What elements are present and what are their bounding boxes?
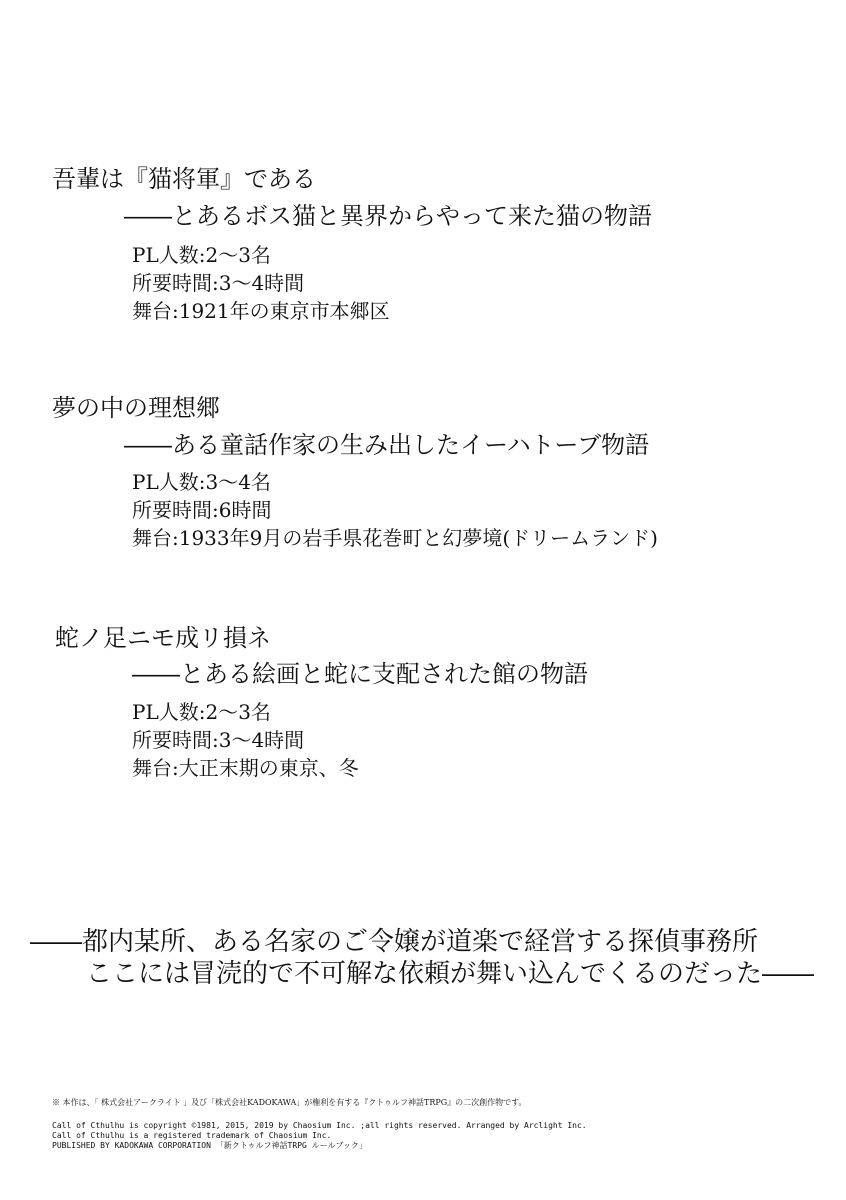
scenario-1-subtitle: ――とあるボス猫と異界からやって来た猫の物語 bbox=[124, 202, 652, 230]
scenario-3-subtitle: ――とある絵画と蛇に支配された館の物語 bbox=[132, 660, 588, 688]
scenario-2-title: 夢の中の理想郷 bbox=[52, 394, 220, 422]
scenario-1-duration: 所要時間:3～4時間 bbox=[132, 271, 305, 295]
scenario-3-title: 蛇ノ足ニモ成リ損ネ bbox=[55, 624, 271, 652]
copyright-line-3: PUBLISHED BY KADOKAWA CORPORATION 「新クトゥルフ神話TRPG ルールブック」 bbox=[52, 1141, 367, 1150]
scenario-3-players: PL人数:2～3名 bbox=[132, 700, 271, 724]
copyright-line-1: Call of Cthulhu is copyright ©1981, 2015, 2019 by Chaosium Inc. ;all rights reserved. Arranged by Arclight Inc. bbox=[52, 1121, 587, 1130]
scenario-2-duration: 所要時間:6時間 bbox=[132, 498, 272, 522]
closing-line-1: ――都内某所、ある名家のご令嬢が道楽で経営する探偵事務所 bbox=[30, 927, 759, 957]
footer-note: ※ 本作は、「 株式会社アークライト 」及び「株式会社KADOKAWA」が権利を有する『クトゥルフ神話TRPG』の二次創作物です。 bbox=[52, 1098, 527, 1107]
scenario-1-title: 吾輩は『猫将軍』である bbox=[52, 165, 316, 193]
scenario-1-players: PL人数:2～3名 bbox=[132, 243, 271, 267]
scenario-2-subtitle: ――ある童話作家の生み出したイーハトーブ物語 bbox=[124, 431, 650, 459]
scenario-3-setting: 舞台:大正末期の東京、冬 bbox=[132, 756, 359, 780]
scenario-3-duration: 所要時間:3～4時間 bbox=[132, 728, 305, 752]
copyright-line-2: Call of Cthulhu is a registered trademark of Chaosium Inc. bbox=[52, 1131, 332, 1140]
closing-line-2: ここには冒涜的で不可解な依頼が舞い込んでくるのだった―― bbox=[86, 959, 815, 989]
scenario-2-players: PL人数:3～4名 bbox=[132, 470, 271, 494]
scenario-2-setting: 舞台:1933年9月の岩手県花巻町と幻夢境(ドリームランド) bbox=[132, 526, 658, 550]
scenario-1-setting: 舞台:1921年の東京市本郷区 bbox=[132, 299, 390, 323]
